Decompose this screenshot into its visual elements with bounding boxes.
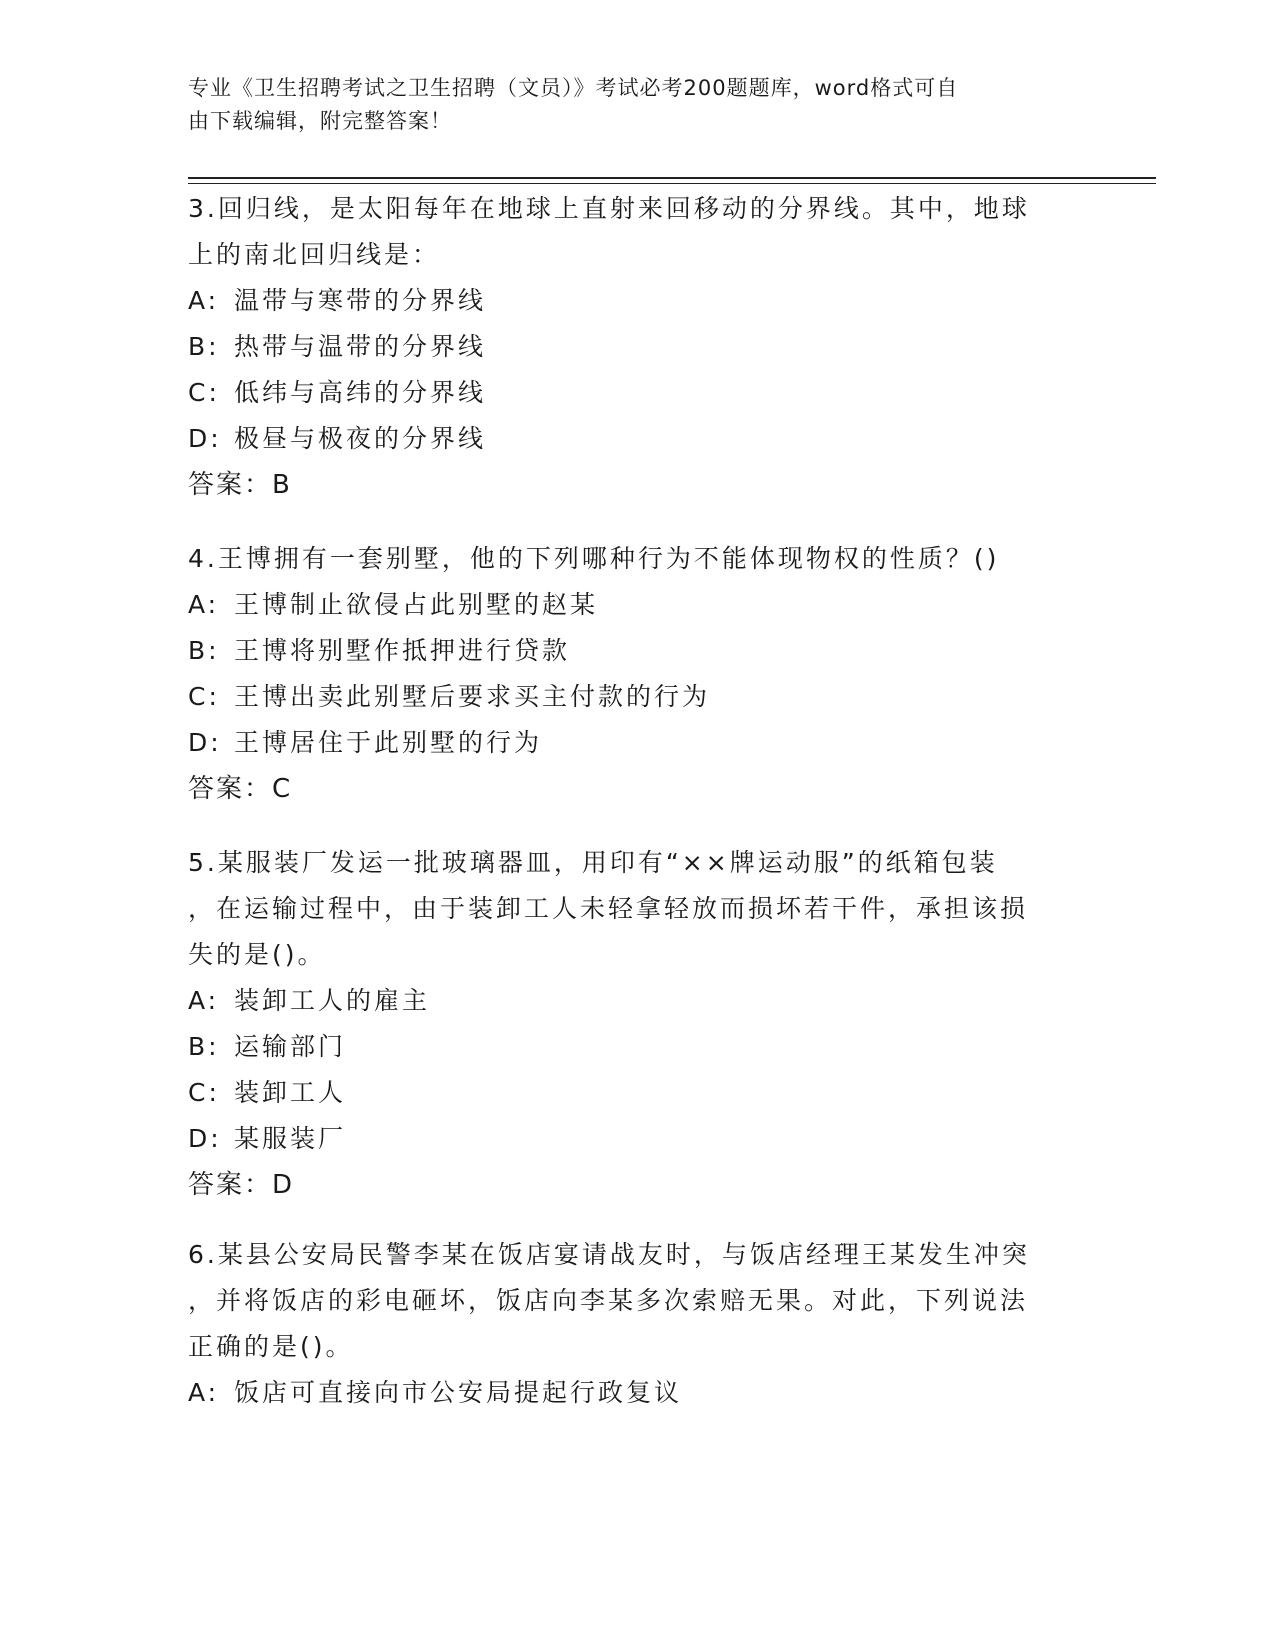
option-a xyxy=(188,278,1068,324)
option-d xyxy=(188,720,1068,766)
answer-line: 答案：B xyxy=(188,470,292,500)
option-key: D: xyxy=(188,424,222,453)
option-text: 王博将别墅作抵押进行贷款 xyxy=(234,636,571,665)
option-text: 运输部门 xyxy=(234,1032,347,1061)
option-text: 装卸工人 xyxy=(234,1078,347,1107)
option-key: B: xyxy=(188,636,220,665)
question-6 xyxy=(188,1232,1068,1416)
option-key: A: xyxy=(188,986,220,1015)
option-text: 王博居住于此别墅的行为 xyxy=(234,728,543,757)
option-b xyxy=(188,628,1068,674)
stem-line: ，在运输过程中，由于装卸工人未轻拿轻放而损坏若干件，承担该损 xyxy=(188,894,1029,923)
stem-line: 3.回归线，是太阳每年在地球上直射来回移动的分界线。其中，地球 xyxy=(188,194,1030,223)
question-5 xyxy=(188,840,1068,1208)
answer-line: 答案：D xyxy=(188,1170,295,1200)
option-d xyxy=(188,416,1068,462)
option-text: 饭店可直接向市公安局提起行政复议 xyxy=(234,1378,683,1407)
header-divider-thick xyxy=(188,177,1156,179)
option-b xyxy=(188,1024,1068,1070)
option-text: 极昼与极夜的分界线 xyxy=(234,424,487,453)
option-key: A: xyxy=(188,1378,220,1407)
option-text: 温带与寒带的分界线 xyxy=(234,286,487,315)
stem-line: ，并将饭店的彩电砸坏，饭店向李某多次索赔无果。对此，下列说法 xyxy=(188,1286,1029,1315)
option-c xyxy=(188,674,1068,720)
question-6-stem xyxy=(188,1232,1068,1370)
option-key: C: xyxy=(188,1078,220,1107)
header-line-1: 专业《卫生招聘考试之卫生招聘（文员）》考试必考200题题库，word格式可自 xyxy=(188,76,959,100)
option-key: D: xyxy=(188,728,222,757)
option-a xyxy=(188,978,1068,1024)
option-text: 装卸工人的雇主 xyxy=(234,986,431,1015)
option-d xyxy=(188,1116,1068,1162)
option-text: 王博制止欲侵占此别墅的赵某 xyxy=(234,590,599,619)
stem-line: 上的南北回归线是： xyxy=(188,240,441,269)
option-key: C: xyxy=(188,378,220,407)
question-3-stem xyxy=(188,186,1068,278)
stem-line: 正确的是()。 xyxy=(188,1332,354,1361)
option-a xyxy=(188,1370,1068,1416)
question-5-stem xyxy=(188,840,1068,978)
header-divider-thin xyxy=(188,183,1156,184)
header-line-2: 由下载编辑，附完整答案！ xyxy=(188,109,452,133)
option-text: 热带与温带的分界线 xyxy=(234,332,487,361)
question-4 xyxy=(188,536,1068,812)
stem-line: 4.王博拥有一套别墅，他的下列哪种行为不能体现物权的性质？() xyxy=(188,544,1000,573)
option-key: A: xyxy=(188,286,220,315)
option-key: C: xyxy=(188,682,220,711)
option-c xyxy=(188,370,1068,416)
option-text: 某服装厂 xyxy=(234,1124,347,1153)
stem-line: 6.某县公安局民警李某在饭店宴请战友时，与饭店经理王某发生冲突 xyxy=(188,1240,1030,1269)
stem-line: 失的是()。 xyxy=(188,940,326,969)
option-key: A: xyxy=(188,590,220,619)
stem-line: 5.某服装厂发运一批玻璃器皿，用印有“××牌运动服”的纸箱包装 xyxy=(188,848,998,877)
option-key: B: xyxy=(188,332,220,361)
option-text: 王博出卖此别墅后要求买主付款的行为 xyxy=(234,682,711,711)
question-4-stem xyxy=(188,536,1068,582)
option-c xyxy=(188,1070,1068,1116)
option-key: B: xyxy=(188,1032,220,1061)
option-b xyxy=(188,324,1068,370)
option-key: D: xyxy=(188,1124,222,1153)
question-3 xyxy=(188,186,1068,508)
answer-line: 答案：C xyxy=(188,774,293,804)
option-a xyxy=(188,582,1068,628)
document-header xyxy=(188,72,1068,138)
option-text: 低纬与高纬的分界线 xyxy=(234,378,487,407)
